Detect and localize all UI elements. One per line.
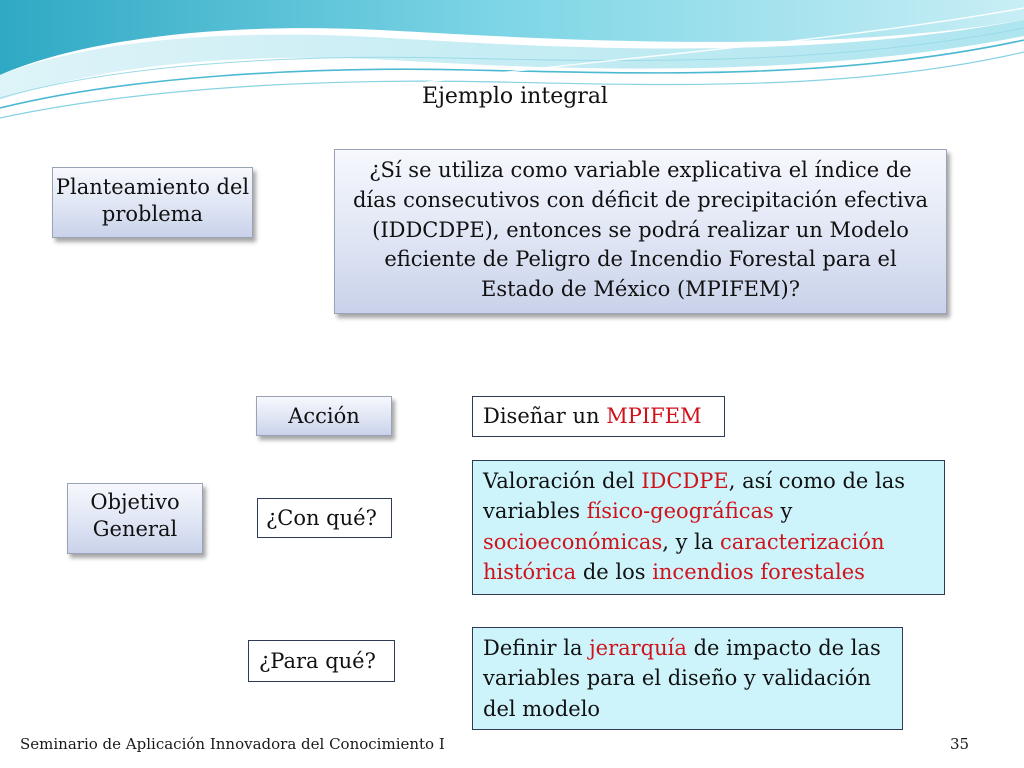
con-que-label-box [257, 498, 392, 538]
para-que-label-box [248, 640, 395, 682]
para-que-text-box [472, 627, 903, 730]
planteamiento-label: Planteamiento del problema [55, 175, 250, 227]
con-que-part: de los [576, 560, 653, 585]
header-wave-decoration [0, 0, 1024, 140]
con-que-label: ¿Con qué? [266, 506, 377, 530]
question-box [334, 149, 947, 314]
accion-label: Acción [288, 404, 360, 428]
con-que-part: y [773, 499, 793, 524]
con-que-highlight: caracterización histórica [483, 529, 885, 585]
con-que-text-box [472, 460, 945, 595]
para-que-part: Definir la [483, 636, 590, 660]
con-que-highlight: IDCDPE [641, 469, 729, 493]
slide-title: Ejemplo integral [422, 84, 608, 109]
accion-highlight: MPIFEM [606, 404, 702, 428]
con-que-highlight: incendios forestales [652, 560, 865, 585]
accion-label-box [256, 396, 392, 436]
planteamiento-box [52, 167, 253, 238]
para-que-label: ¿Para qué? [259, 649, 376, 673]
objetivo-box [67, 483, 203, 554]
accion-text-box [472, 396, 725, 437]
page-number: 35 [950, 735, 970, 753]
accion-text-part: Diseñar un [483, 404, 607, 428]
question-text: ¿Sí se utiliza como variable explicativa el índice de días consecutivos con déficit de precipitación efectiva (IDDCDPE), entonces se podrá realizar un Modelo eficiente de Peligro de Incendio Forestal para el Estado de México (MPIFEM)? [352, 158, 929, 302]
para-que-part: de impacto de las variables para el diseño y validación del modelo [483, 636, 881, 721]
con-que-highlight: físico-geográficas [586, 499, 774, 524]
para-que-highlight: jerarquía [589, 636, 687, 660]
con-que-highlight: socioeconómicas [483, 529, 663, 554]
objetivo-label: Objetivo General [90, 490, 180, 542]
con-que-part: , y la [662, 529, 721, 554]
con-que-part: Valoración del [483, 469, 642, 493]
footer-text: Seminario de Aplicación Innovadora del Conocimiento I [20, 735, 445, 753]
con-que-part: , así como de las variables [483, 469, 905, 524]
